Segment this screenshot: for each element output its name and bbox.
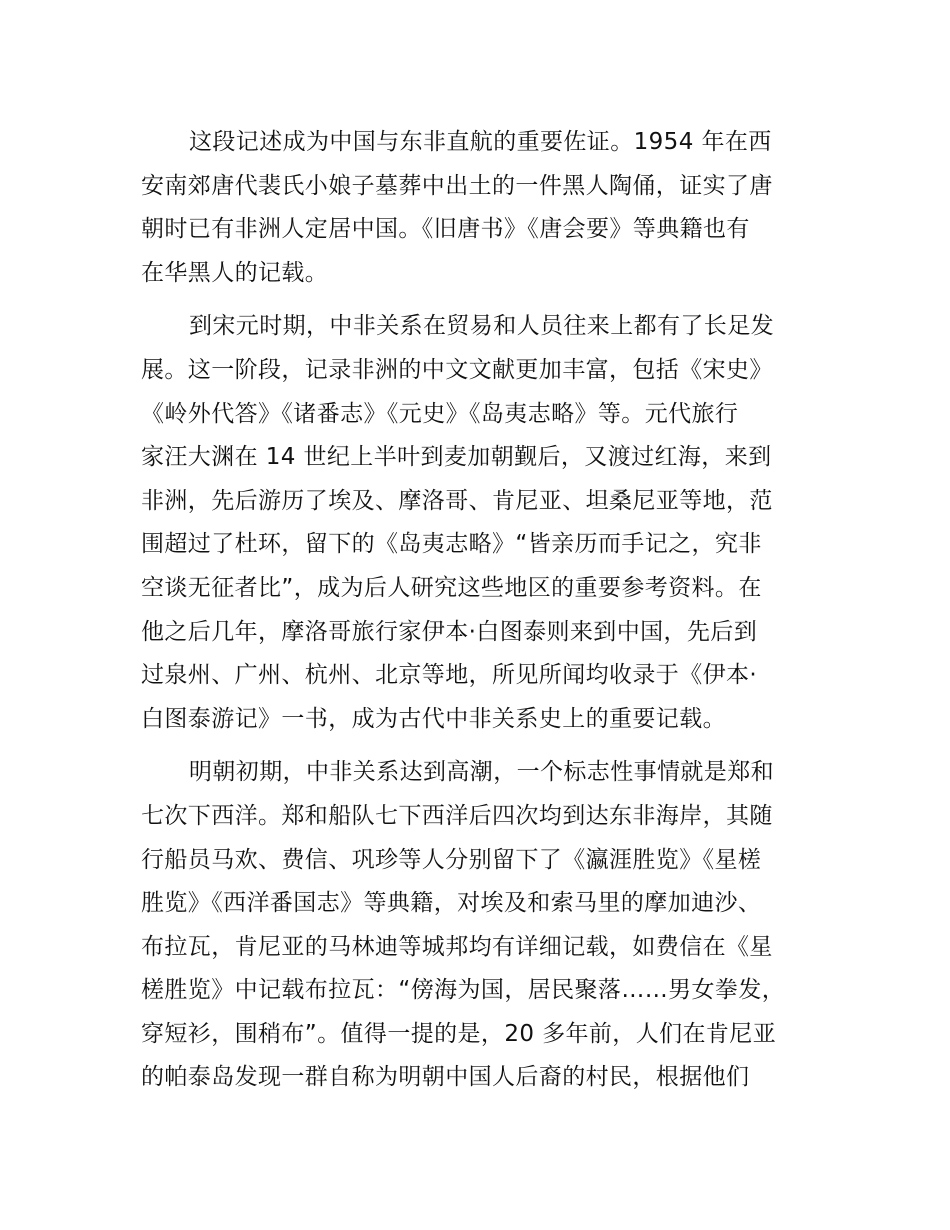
text-line: 行船员马欢、费信、巩珍等人分别留下了《瀛涯胜览》《星槎 xyxy=(141,846,762,873)
text-line: 在华黑人的记载。 xyxy=(141,259,329,286)
text-line: 围超过了杜环，留下的《岛夷志略》“皆亲历而手记之，究非 xyxy=(141,531,762,558)
text-line: 朝时已有非洲人定居中国。《旧唐书》《唐会要》等典籍也有 xyxy=(141,216,750,243)
document-page xyxy=(141,121,831,1110)
text-line: 过泉州、广州、杭州、北京等地，所见所闻均收录于《伊本· xyxy=(141,662,758,689)
text-line: 的帕泰岛发现一群自称为明朝中国人后裔的村民，根据他们 xyxy=(141,1064,750,1091)
text-line: 非洲，先后游历了埃及、摩洛哥、肯尼亚、坦桑尼亚等地，范 xyxy=(141,487,773,514)
text-line: 白图泰游记》一书，成为古代中非关系史上的重要记载。 xyxy=(141,705,726,732)
text-line: 七次下西洋。郑和船队七下西洋后四次均到达东非海岸，其随 xyxy=(141,802,773,829)
text-line: 安南郊唐代裴氏小娘子墓葬中出土的一件黑人陶俑，证实了唐 xyxy=(141,172,773,199)
text-line: 槎胜览》中记载布拉瓦：“傍海为国，居民聚落……男女拳发， xyxy=(141,977,786,1004)
text-line: 布拉瓦，肯尼亚的马林迪等城邦均有详细记载，如费信在《星 xyxy=(141,933,773,960)
paragraph-song-yuan xyxy=(141,305,831,741)
text-line: 《岭外代答》《诸番志》《元史》《岛夷志略》等。元代旅行 xyxy=(141,400,739,427)
text-line: 这段记述成为中国与东非直航的重要佐证。1954 年在西 xyxy=(189,129,772,155)
text-line: 展。这一阶段，记录非洲的中文文献更加丰富，包括《宋史》 xyxy=(141,356,773,383)
text-line: 他之后几年，摩洛哥旅行家伊本·白图泰则来到中国，先后到 xyxy=(141,618,758,645)
text-line: 到宋元时期，中非关系在贸易和人员往来上都有了长足发 xyxy=(189,313,774,340)
paragraph-tang-evidence xyxy=(141,121,831,295)
text-line: 空谈无征者比”，成为后人研究这些地区的重要参考资料。在 xyxy=(141,574,762,601)
text-line: 家汪大渊在 14 世纪上半叶到麦加朝觐后，又渡过红海，来到 xyxy=(141,444,772,471)
text-line: 明朝初期，中非关系达到高潮，一个标志性事情就是郑和 xyxy=(189,759,774,786)
text-line: 胜览》《西洋番国志》等典籍，对埃及和索马里的摩加迪沙、 xyxy=(141,890,762,917)
text-line: 穿短衫，围稍布”。值得一提的是，20 多年前，人们在肯尼亚 xyxy=(141,1020,777,1047)
paragraph-ming xyxy=(141,751,831,1100)
